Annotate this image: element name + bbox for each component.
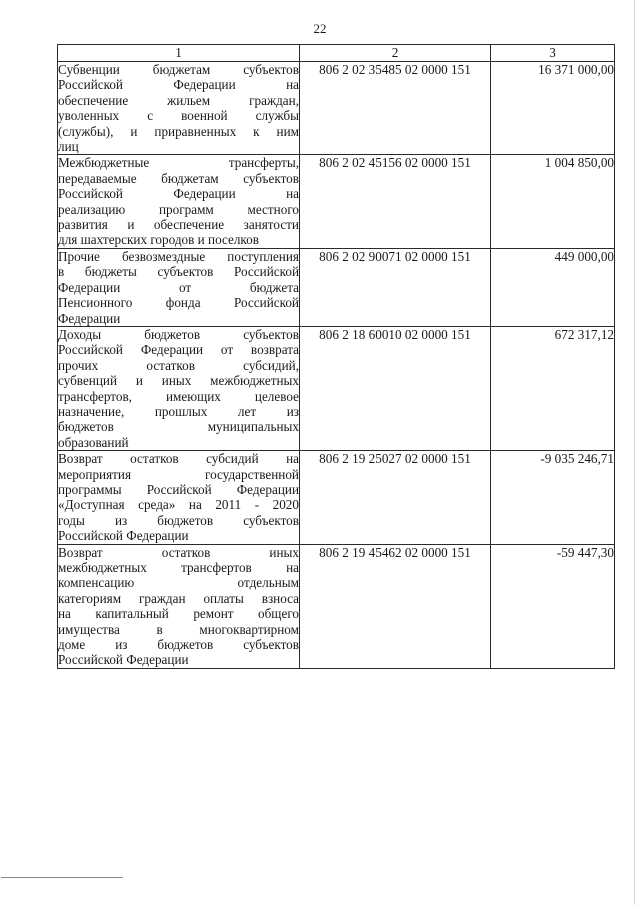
amount-value: 16 371 000,00 xyxy=(538,62,614,77)
amount-cell xyxy=(491,62,615,155)
amount-cell xyxy=(491,155,615,248)
budget-classification-code: 806 2 02 35485 02 0000 151 xyxy=(300,62,491,155)
budget-classification-code: 806 2 19 25027 02 0000 151 xyxy=(300,451,491,544)
amount-cell xyxy=(491,451,615,544)
description-line: для шахтерских городов и поселков xyxy=(58,232,259,248)
description-line: Российской Федерации xyxy=(58,528,189,544)
page-edge-line xyxy=(634,0,635,905)
header-row xyxy=(58,45,615,62)
description-line: Межбюджетные трансферты, xyxy=(58,155,299,171)
description-line: Российской Федерации на xyxy=(58,186,299,202)
description-line: обеспечение жильем граждан, xyxy=(58,92,299,108)
description-line: доме из бюджетов субъектов xyxy=(58,637,299,653)
amount-value: -59 447,30 xyxy=(556,544,614,560)
description-line: субвенций и иных межбюджетных xyxy=(58,373,299,389)
description-line: передаваемые бюджетам субъектов xyxy=(58,170,299,186)
description-line: трансфертов, имеющих целевое xyxy=(58,388,299,404)
table-row xyxy=(58,451,615,544)
description-line: уволенных с военной службы xyxy=(58,108,299,124)
description-line: компенсацию отдельным xyxy=(58,575,299,591)
description-line: лиц xyxy=(58,139,79,155)
description-line: Доходы бюджетов субъектов xyxy=(58,326,299,342)
description-line: программы Российской Федерации xyxy=(58,481,299,497)
description-line: прочих остатков субсидий, xyxy=(58,357,299,373)
budget-table xyxy=(57,44,615,669)
description-line: назначение, прошлых лет из xyxy=(58,403,299,419)
row-description xyxy=(58,544,300,668)
description-line: Российской Федерации от возврата xyxy=(58,342,299,358)
amount-cell xyxy=(491,248,615,326)
table-row xyxy=(58,155,615,248)
column-header-3: 3 xyxy=(491,45,615,62)
description-line: (службы), и приравненных к ним xyxy=(58,123,299,139)
amount-cell xyxy=(491,326,615,450)
amount-value: 1 004 850,00 xyxy=(544,155,614,171)
description-line: межбюджетных трансфертов на xyxy=(58,560,299,575)
budget-classification-code: 806 2 02 45156 02 0000 151 xyxy=(300,155,491,248)
budget-classification-code: 806 2 02 90071 02 0000 151 xyxy=(300,248,491,326)
description-line: имущества в многоквартирном xyxy=(58,621,299,637)
description-line: развития и обеспечение занятости xyxy=(58,217,299,233)
description-line: «Доступная среда» на 2011 - 2020 xyxy=(58,497,299,513)
footer-rule xyxy=(1,877,123,878)
row-description xyxy=(58,155,300,248)
description-line: категориям граждан оплаты взноса xyxy=(58,590,299,606)
description-line: Возврат остатков субсидий на xyxy=(58,451,299,467)
description-line: на капитальный ремонт общего xyxy=(58,606,299,622)
description-line: образований xyxy=(58,434,129,450)
table-row xyxy=(58,326,615,450)
budget-classification-code: 806 2 18 60010 02 0000 151 xyxy=(300,326,491,450)
description-line: Возврат остатков иных xyxy=(58,544,299,560)
description-line: годы из бюджетов субъектов xyxy=(58,512,299,528)
description-line: Субвенции бюджетам субъектов xyxy=(58,62,299,77)
amount-value: 672 317,12 xyxy=(554,326,614,342)
row-description xyxy=(58,62,300,155)
amount-value: 449 000,00 xyxy=(554,248,614,264)
table-row xyxy=(58,62,615,155)
column-header-1: 1 xyxy=(58,45,300,62)
description-line: в бюджеты субъектов Российской xyxy=(58,264,299,280)
description-line: Прочие безвозмездные поступления xyxy=(58,248,299,264)
budget-classification-code: 806 2 19 45462 02 0000 151 xyxy=(300,544,491,668)
amount-cell xyxy=(491,544,615,668)
description-line: бюджетов муниципальных xyxy=(58,419,299,435)
column-header-2: 2 xyxy=(300,45,491,62)
description-line: Российской Федерации xyxy=(58,652,189,668)
description-line: Федерации от бюджета xyxy=(58,279,299,295)
table-body xyxy=(58,62,615,669)
description-line: мероприятия государственной xyxy=(58,466,299,482)
table-row xyxy=(58,248,615,326)
row-description xyxy=(58,451,300,544)
description-line: Пенсионного фонда Российской xyxy=(58,295,299,311)
table-row xyxy=(58,544,615,668)
amount-value: -9 035 246,71 xyxy=(540,451,614,467)
description-line: реализацию программ местного xyxy=(58,201,299,217)
page-number: 22 xyxy=(313,21,327,36)
description-line: Российской Федерации на xyxy=(58,77,299,93)
row-description xyxy=(58,248,300,326)
description-line: Федерации xyxy=(58,310,121,326)
row-description xyxy=(58,326,300,450)
